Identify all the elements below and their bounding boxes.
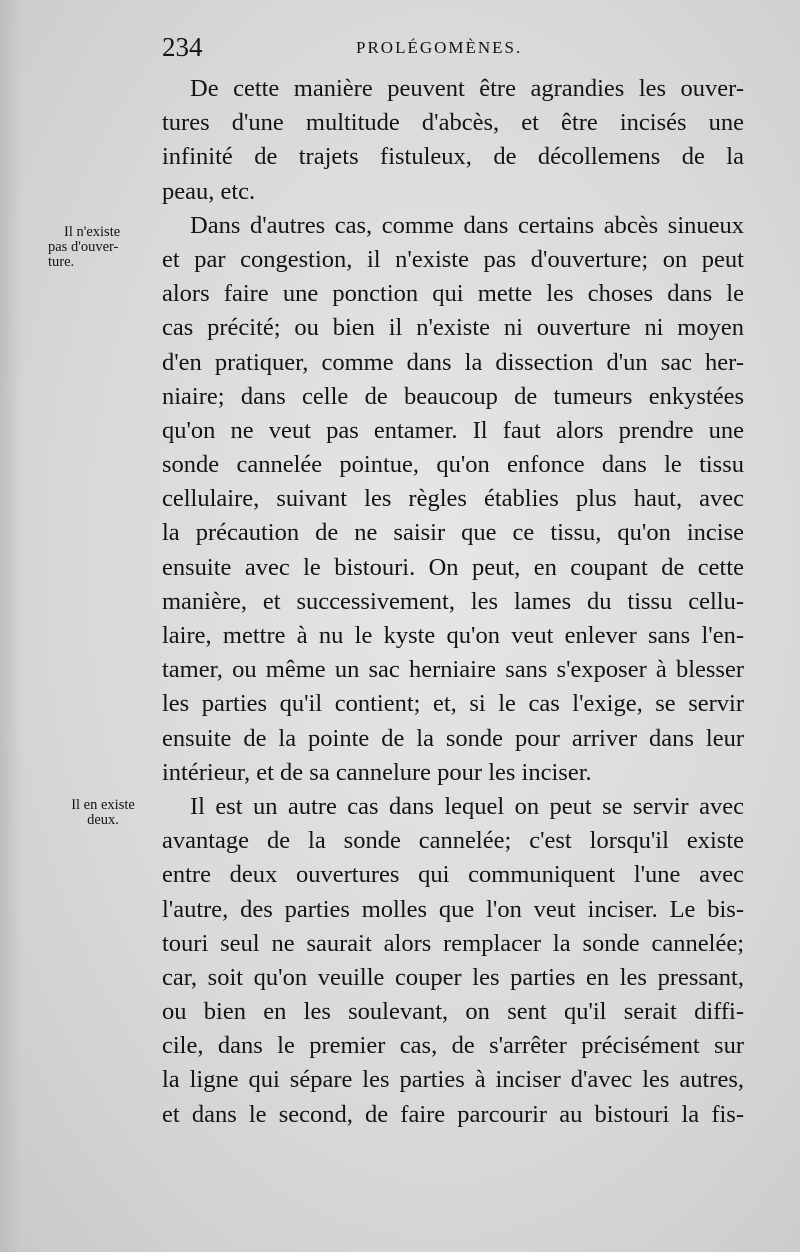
text-line: laire, mettre à nu le kyste qu'on veut enlever sans l'en-	[162, 622, 744, 649]
running-head: PROLÉGOMÈNES.	[356, 38, 523, 57]
text-line: avantage de la sonde cannelée; c'est lorsqu'il existe	[162, 827, 744, 855]
text-line: sonde cannelée pointue, qu'on enfonce dans le tissu	[162, 451, 744, 479]
margin-note-no-opening	[48, 225, 158, 270]
page-header	[162, 32, 742, 68]
text-line: infinité de trajets fistuleux, de décollemens de la	[162, 143, 744, 171]
text-line: cellulaire, suivant les règles établies plus haut, avec	[162, 485, 744, 513]
text-line: ensuite avec le bistouri. On peut, en coupant de cette	[162, 553, 744, 581]
text-line: entre deux ouvertures qui communiquent l'une avec	[162, 861, 744, 889]
text-line: niaire; dans celle de beaucoup de tumeurs enkystées	[162, 382, 744, 410]
margin-note-line: Il n'existe	[64, 224, 121, 240]
text-line: Il est un autre cas dans lequel on peut se servir avec	[190, 792, 744, 820]
text-line: la ligne qui sépare les parties à inciser d'avec les autres,	[162, 1066, 744, 1094]
margin-note-line: pas d'ouver-	[48, 239, 119, 255]
text-line: De cette manière peuvent être agrandies les ouver-	[190, 75, 744, 102]
margin-note-line: Il en existe	[71, 797, 135, 813]
text-line: touri seul ne saurait alors remplacer la sonde cannelée;	[162, 929, 744, 957]
text-line: la précaution de ne saisir que ce tissu, qu'on incise	[162, 519, 744, 547]
text-line: intérieur, et de sa cannelure pour les inciser.	[162, 758, 592, 786]
text-line: l'autre, des parties molles que l'on veut inciser. Le bis-	[162, 895, 744, 923]
text-line: car, soit qu'on veuille couper les parties en les pressant,	[162, 963, 744, 991]
margin-note-line: ture.	[48, 254, 75, 270]
page-number: 234	[162, 32, 203, 62]
text-line: ou bien en les soulevant, on sent qu'il serait diffi-	[162, 998, 744, 1026]
text-line: et par congestion, il n'existe pas d'ouverture; on peut	[162, 245, 744, 273]
text-line: ensuite de la pointe de la sonde pour arriver dans leur	[162, 724, 744, 752]
text-line: tamer, ou même un sac herniaire sans s'exposer à blesser	[162, 656, 744, 684]
text-line: manière, et successivement, les lames du tissu cellu-	[162, 587, 744, 615]
margin-note-line: deux.	[87, 812, 119, 828]
text-line: les parties qu'il contient; et, si le cas l'exige, se servir	[162, 690, 744, 718]
margin-note-two-openings	[48, 798, 158, 828]
text-line: et dans le second, de faire parcourir au bistouri la fis-	[162, 1100, 744, 1128]
body-text	[162, 72, 744, 1132]
text-line: tures d'une multitude d'abcès, et être incisés une	[162, 109, 744, 137]
text-line: alors faire une ponction qui mette les choses dans le	[162, 280, 744, 308]
text-line: qu'on ne veut pas entamer. Il faut alors prendre une	[162, 416, 744, 444]
text-line: cas précité; ou bien il n'existe ni ouverture ni moyen	[162, 314, 744, 342]
text-line: peau, etc.	[162, 177, 256, 205]
text-line: cile, dans le premier cas, de s'arrêter précisément sur	[162, 1032, 744, 1060]
text-line: d'en pratiquer, comme dans la dissection d'un sac her-	[162, 348, 744, 376]
text-line: Dans d'autres cas, comme dans certains abcès sinueux	[190, 211, 744, 239]
